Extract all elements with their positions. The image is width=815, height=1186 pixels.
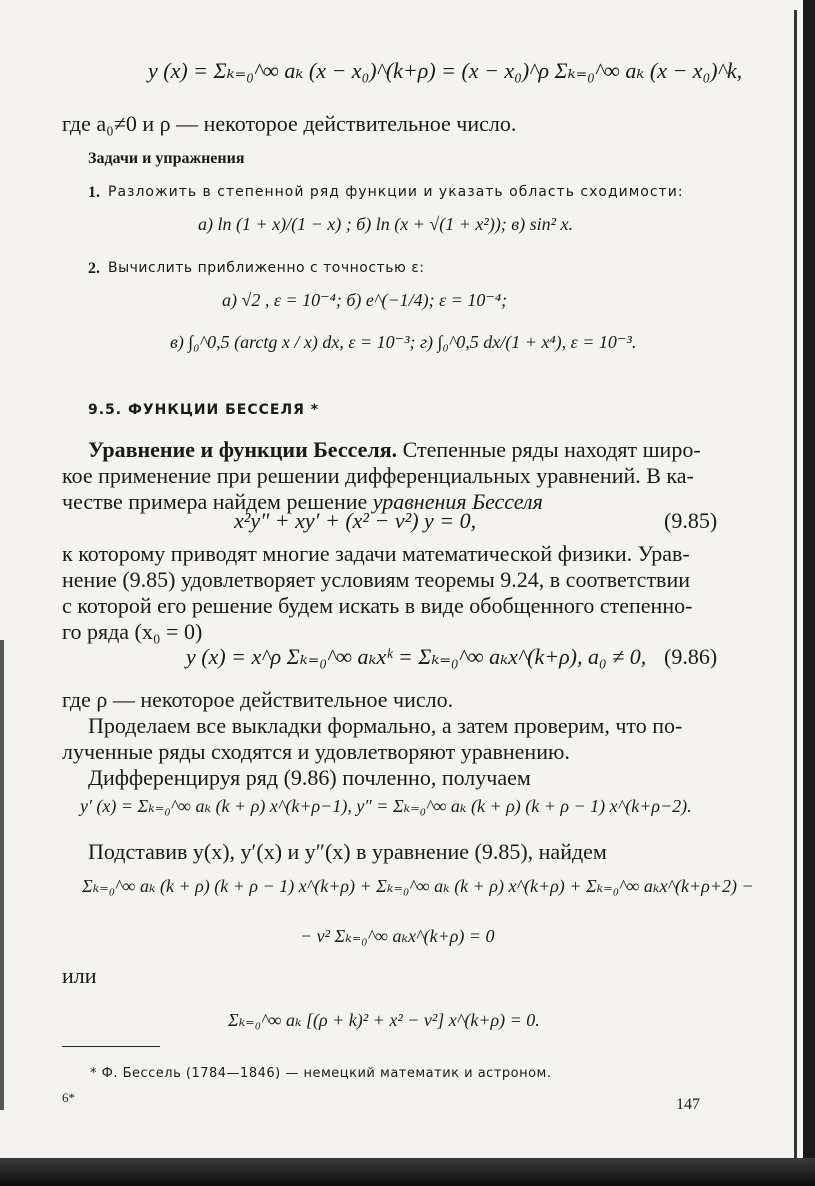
text-or: или bbox=[62, 963, 97, 988]
para2-line1: к которому приводят многие задачи математической физики. Урав- bbox=[62, 541, 690, 566]
page-number: 147 bbox=[676, 1096, 700, 1113]
exercise-1-text: Разложить в степенной ряд функции и указать область сходимости: bbox=[108, 184, 684, 200]
section-heading: 9.5. ФУНКЦИИ БЕССЕЛЯ * bbox=[88, 402, 320, 418]
para1-line1 bbox=[88, 436, 701, 464]
scan-edge-right bbox=[803, 0, 815, 1186]
para4-line2: лученные ряды сходятся и удовлетворяют уравнению. bbox=[62, 739, 570, 764]
scan-edge-line bbox=[794, 10, 797, 1160]
equation-substitution-1: Σₖ₌₀^∞ aₖ (k + ρ) (k + ρ − 1) x^(k+ρ) + Σₖ₌₀^∞ aₖ (k + ρ) x^(k+ρ) + Σₖ₌₀^∞ aₖx^(k+ρ+2) − bbox=[82, 876, 754, 896]
para1-line3-italic: уравнения Бесселя bbox=[372, 489, 543, 514]
para2-line4: го ряда (x₀ = 0) bbox=[62, 619, 203, 644]
para5: Дифференцируя ряд (9.86) почленно, получаем bbox=[88, 765, 531, 790]
para3: где ρ — некоторое действительное число. bbox=[62, 687, 454, 712]
exercise-2-line1: а) √2 , ε = 10⁻⁴; б) e^(−1/4); ε = 10⁻⁴; bbox=[222, 290, 508, 310]
para1-line2: кое применение при решении дифференциальных уравнений. В ка- bbox=[62, 463, 694, 488]
scan-edge-bottom bbox=[0, 1158, 815, 1186]
para2-line2: нение (9.85) удовлетворяет условиям теоремы 9.24, в соответствии bbox=[62, 567, 690, 592]
para2-line3: с которой его решение будем искать в виде обобщенного степенно- bbox=[62, 593, 693, 618]
para1-line3-a: честве примера найдем решение bbox=[62, 489, 373, 514]
para1-bold-term: Уравнение и функции Бесселя. bbox=[88, 437, 398, 462]
exercise-1-items: а) ln (1 + x)/(1 − x) ; б) ln (x + √(1 + x²)); в) sin² x. bbox=[198, 214, 574, 234]
equation-9-85-number: (9.85) bbox=[664, 508, 718, 533]
exercises-heading: Задачи и упражнения bbox=[88, 150, 245, 167]
equation-9-85: x²y″ + xy′ + (x² − ν²) y = 0, bbox=[234, 508, 477, 533]
scan-edge-left bbox=[0, 640, 4, 1110]
equation-final: Σₖ₌₀^∞ aₖ [(ρ + k)² + x² − ν²] x^(k+ρ) = 0. bbox=[228, 1010, 540, 1030]
equation-derivatives: y′ (x) = Σₖ₌₀^∞ aₖ (k + ρ) x^(k+ρ−1), y″ = Σₖ₌₀^∞ aₖ (k + ρ) (k + ρ − 1) x^(k+ρ−2). bbox=[80, 796, 692, 816]
para1-line1-rest: Степенные ряды находят широ- bbox=[397, 437, 701, 462]
equation-9-86: y (x) = x^ρ Σₖ₌₀^∞ aₖxᵏ = Σₖ₌₀^∞ aₖx^(k+ρ), a₀ ≠ 0, bbox=[186, 644, 647, 669]
exercise-2-text: Вычислить приближенно с точностью ε: bbox=[108, 260, 425, 276]
exercise-2-number: 2. bbox=[88, 260, 100, 277]
equation-9-86-number: (9.86) bbox=[664, 644, 718, 669]
formula-series-top: y (x) = Σₖ₌₀^∞ aₖ (x − x₀)^(k+ρ) = (x − x₀)^ρ Σₖ₌₀^∞ aₖ (x − x₀)^k, bbox=[148, 58, 743, 83]
text-top-note: где a₀≠0 и ρ — некоторое действительное число. bbox=[62, 111, 517, 136]
footnote: * Ф. Бессель (1784—1846) — немецкий математик и астроном. bbox=[90, 1066, 552, 1081]
equation-substitution-2: − ν² Σₖ₌₀^∞ aₖx^(k+ρ) = 0 bbox=[300, 926, 495, 946]
exercise-2-line2: в) ∫₀^0,5 (arctg x / x) dx, ε = 10⁻³; г) ∫₀^0,5 dx/(1 + x⁴), ε = 10⁻³. bbox=[170, 332, 637, 352]
para6: Подставив y(x), y′(x) и y″(x) в уравнение (9.85), найдем bbox=[88, 839, 607, 864]
exercise-1-number: 1. bbox=[88, 184, 100, 201]
footnote-rule bbox=[62, 1046, 160, 1047]
para4-line1: Проделаем все выкладки формально, а затем проверим, что по- bbox=[88, 713, 683, 738]
signature-mark: 6* bbox=[62, 1090, 75, 1105]
